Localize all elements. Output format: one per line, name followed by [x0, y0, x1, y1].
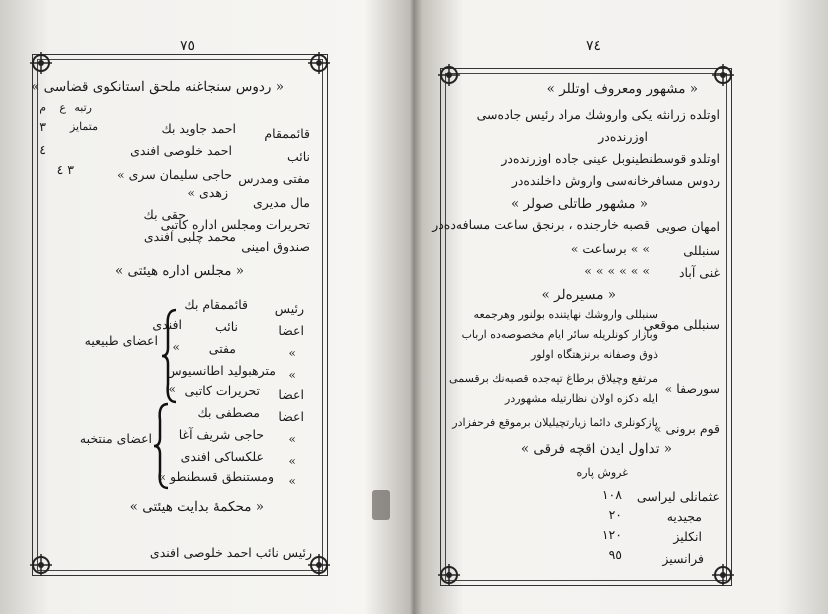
hotel-line: ردوس مسافرخانه‌سی واروش داخلنده‌در [511, 173, 720, 188]
council-member-name: نائب [214, 319, 238, 334]
council-member-title: » [288, 473, 296, 488]
village-desc: قصبه خارجنده ، برنجق ساعت مسافه‌ده‌در [432, 217, 650, 232]
rank-header: ع [59, 101, 66, 114]
official-name: حاجی سلیمان سری » [116, 167, 232, 182]
district-title: « ردوس سنجاغنه ملحق استانكوی قضاسی » [31, 79, 284, 95]
official-rank: متمایز [69, 120, 98, 133]
currency-value: ١٠٨ [601, 487, 622, 502]
excursion-line: یازكونلری دائما زیارتچیلیلان برموقع فرحفزادر [452, 416, 658, 429]
council-head-name: قائممقام بك [184, 297, 248, 312]
village-desc: » » برساعت » [570, 241, 650, 256]
currency-name: انكلیز [673, 529, 702, 544]
excursion-line: وبازار كونلریله سائر ایام مخصوصه‌ده ارباب [461, 328, 658, 341]
excursion-name: قوم برونی » [653, 421, 720, 436]
council-member-name: علكساكی افندی [180, 449, 264, 464]
excursion-line: سنبللی واروشك نهایتنده بولنور وهرجمعه [473, 308, 658, 321]
excursion-line: ایله دكزه اولان نظارتیله مشهوردر [505, 392, 658, 405]
hotel-line: اوتلده زرانثه یكی وارو‌شك مراد رئیس جاده‌سی [476, 107, 720, 122]
council-member-suffix: » [172, 339, 180, 354]
council-member-title: اعضا [278, 409, 304, 424]
right-page [414, 0, 828, 614]
currency-name: عثمانلی لیراسی [636, 489, 720, 504]
council-member-name: مفتی [208, 341, 236, 356]
corner-ornament-icon [28, 552, 54, 578]
official-title: نائب [286, 149, 310, 164]
court-title: « محكمهٔ بدایت هیئتی » [129, 499, 264, 515]
official-name: احمد جاوید بك [161, 121, 236, 136]
council-member-name: مترهبولید اطانسیوس [166, 363, 276, 378]
brace-icon [160, 308, 180, 404]
corner-ornament-icon [436, 562, 462, 588]
corner-ornament-icon [28, 50, 54, 76]
council-member-title: اعضا [278, 323, 304, 338]
excursions-title: « مسیره‌لر » [541, 287, 616, 303]
currency-value: ٢٠ [608, 507, 622, 522]
official-title: قائممقام [264, 126, 310, 141]
currency-value: ٩٥ [608, 547, 622, 562]
hotel-line: اوتلدو قوسطنطینوبل عینی جاده اوزرنده‌در [501, 151, 720, 166]
council-member-name: تحریرات كاتبی [184, 383, 260, 398]
official-title: تحریرات ومجلس اداره كاتبی [160, 217, 310, 232]
official-mark: ٤ [39, 142, 46, 157]
official-mark: ٣ ٤ [56, 162, 74, 177]
official-name: احمد خلوصی افندی [130, 143, 232, 158]
corner-ornament-icon [306, 50, 332, 76]
council-member-name: ومستنطق قسطنطو » [158, 469, 274, 484]
rank-header: رتبه [74, 101, 92, 114]
rank-header: م [39, 101, 46, 114]
council-member-title: » [288, 367, 296, 382]
currency-name: فرانسیز [662, 551, 704, 566]
council-member-name: حاجی شریف آغا [178, 427, 264, 442]
council-member-title: » [288, 345, 296, 360]
hotel-line: اوزرنده‌در [598, 129, 648, 144]
official-mark: ٣ [39, 119, 46, 134]
official-name: زهدی » [187, 185, 228, 200]
official-name: حقی بك [143, 207, 186, 222]
currency-value: ١٢٠ [601, 527, 622, 542]
elected-members-label: اعضای منتخبه [79, 431, 152, 446]
left-page-number: ٧٥ [180, 38, 196, 54]
excursion-name: سورصفا » [664, 381, 720, 396]
council-member-name: مصطفی بك [197, 405, 260, 420]
council-member-title: » [288, 453, 296, 468]
official-title: مال مدیری [253, 195, 310, 210]
official-name: محمد چلبی افندی [143, 229, 236, 244]
currency-header: غروش پاره [576, 466, 628, 479]
excursion-name: سنبللی موقعی [643, 317, 720, 332]
corner-ornament-icon [710, 62, 736, 88]
excursion-line: ذوق وصفانه برنزهتگاه اولور [530, 348, 658, 361]
hotels-title: « مشهور ومعروف اوتللر » [546, 81, 698, 97]
council-member-suffix: افندی [152, 317, 182, 332]
council-member-title: اعضا [278, 387, 304, 402]
council-head-title: رئیس [274, 301, 304, 316]
court-footer: رئیس نائب احمد خلوصی افندی [149, 545, 312, 560]
right-page-number: ٧٤ [586, 38, 602, 54]
brace-icon [152, 402, 172, 490]
village-name: سنبللی [683, 243, 720, 258]
village-desc: » » » » » » [584, 263, 650, 278]
official-title: صندوق امینی [241, 239, 310, 254]
villages-title: « مشهور طاتلی صولر » [510, 196, 648, 212]
council-member-suffix: » [168, 381, 176, 396]
official-title: مفتی ومدرس [238, 171, 310, 186]
corner-ornament-icon [710, 562, 736, 588]
corner-ornament-icon [436, 62, 462, 88]
village-name: امهان صویی [656, 219, 720, 234]
council-member-title: » [288, 431, 296, 446]
natural-members-label: اعضای طبیعیه [84, 333, 158, 348]
binding-clip [372, 490, 390, 520]
currency-name: مجیدیه [666, 509, 702, 524]
excursion-line: مرتفع وچیلاق برطاغ تپه‌جده قصبه‌نك برقسمی [449, 372, 658, 385]
village-name: غنی آباد [678, 265, 720, 280]
currency-title: « تداول ایدن اقچه فرقی » [520, 441, 672, 457]
council-title: « مجلس اداره هیئتی » [114, 263, 244, 279]
